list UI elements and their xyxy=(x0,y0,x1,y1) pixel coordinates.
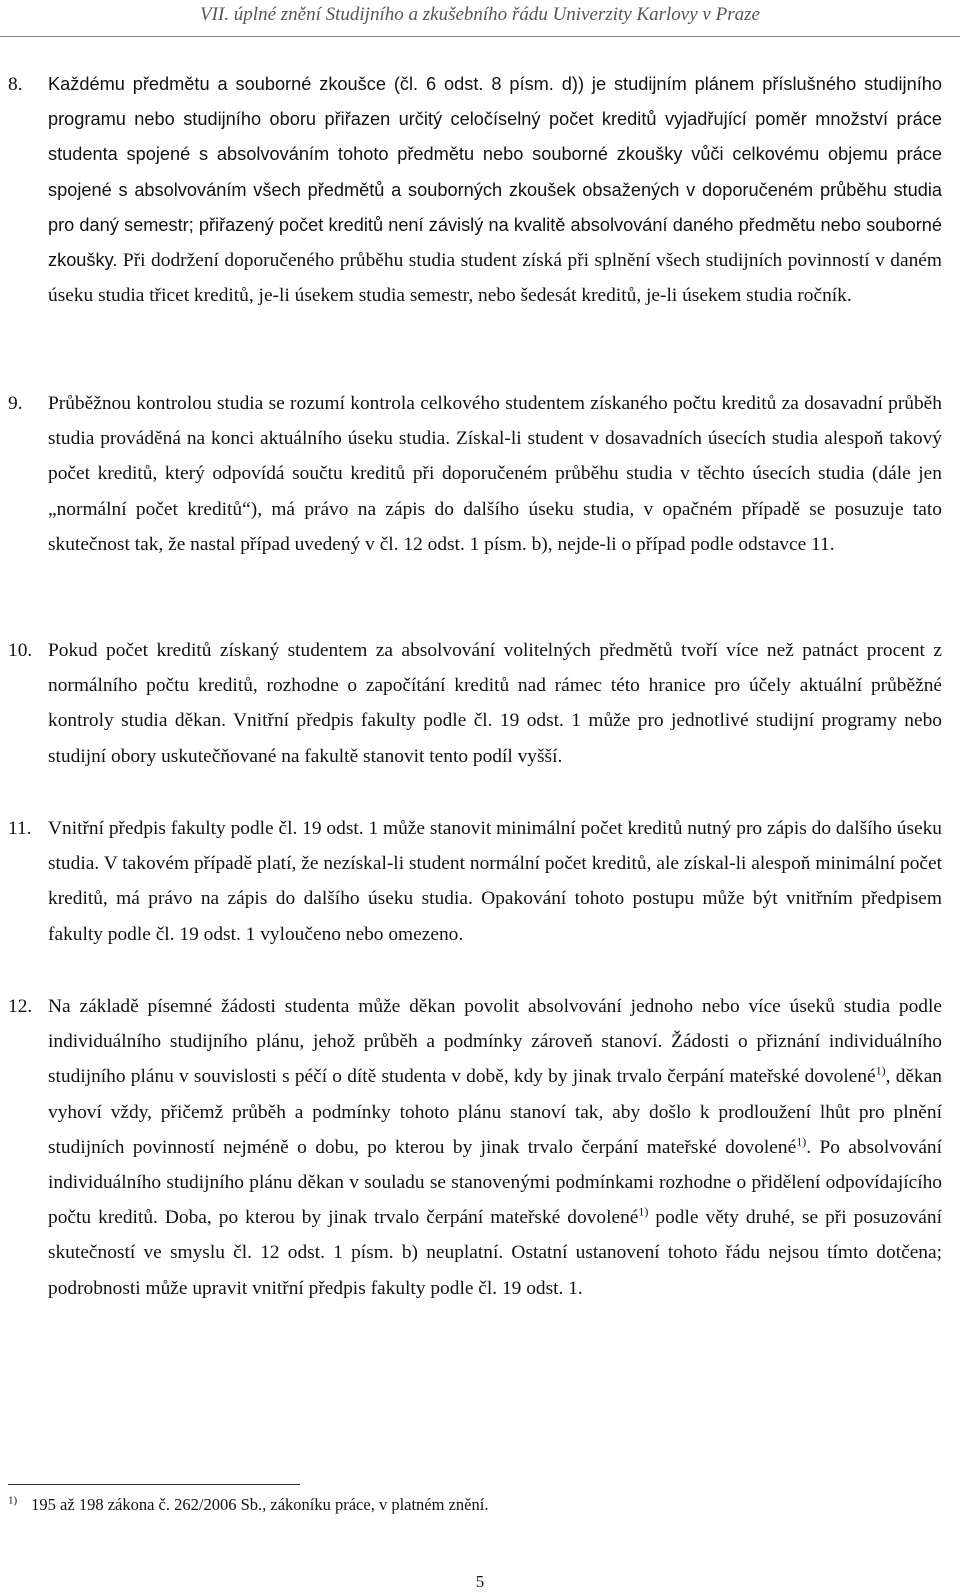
section-number: 10. xyxy=(8,640,33,661)
footnote xyxy=(8,1494,908,1516)
section-10 xyxy=(8,633,942,774)
section-8 xyxy=(8,67,942,313)
section-12 xyxy=(8,989,942,1306)
footnote-text: 195 až 198 zákona č. 262/2006 Sb., zákoníku práce, v platném znění. xyxy=(31,1495,489,1514)
section-9 xyxy=(8,386,942,562)
section-text: Na základě písemné žádosti studenta může děkan povolit absolvování jednoho nebo více úseků studia podle individuálního studijního plánu, jehož průběh a podmínky zároveň stanoví. Žádosti o přiznání individuálního studijního plánu v souvislosti s péčí o dítě studenta v době, kdy by jinak trvalo čerpání mateřské dovolené$^{1)}$, děkan vyhoví vždy, přičemž průběh a podmínky tohoto plánu stanoví tak, aby došlo k prodloužení lhůt pro plnění studijních povinností nejméně o dobu, po kterou by jinak trvalo čerpání mateřské dovolené$^{1)}$. Po absolvování individuálního studijního plánu děkan v souladu se stanovenými podmínkami rozhodne o přidělení odpovídajícího počtu kreditů. Doba, po kterou by jinak trvalo čerpání mateřské dovolené$^{1)}$ podle věty druhé, se při posuzování skutečností ve smyslu čl. 12 odst. 1 písm. b) neuplatní. Ostatní ustanovení tohoto řádu nejsou tímto dotčena; podrobnosti může upravit vnitřní předpis fakulty podle čl. 19 odst. 1. xyxy=(48,996,943,1299)
section-text: Vnitřní předpis fakulty podle čl. 19 odst. 1 může stanovit minimální počet kreditů nutný pro zápis do dalšího úseku studia. V takovém případě platí, že nezískal-li student normální počet kreditů, ale získal-li alespoň minimální počet kreditů, má právo na zápis do dalšího úseku studia. Opakování tohoto postupu může být vnitřním předpisem fakulty podle čl. 19 odst. 1 vyloučeno nebo omezeno. xyxy=(48,818,942,945)
section-text: Průběžnou kontrolou studia se rozumí kontrola celkového studentem získaného počtu kreditů za dosavadní průběh studia prováděná na konci aktuálního úseku studia. Získal-li student v dosavadních úsecích studia alespoň takový počet kreditů, který odpovídá součtu kreditů při doporučeném průběhu studia v těchto úsecích studia (dále jen „normální počet kreditů“), má právo na zápis do dalšího úseku studia, v opačném případě se posuzuje tato skutečnost tak, že nastal případ uvedený v čl. 12 odst. 1 písm. b), nejde-li o případ podle odstavce 11. xyxy=(48,393,942,555)
page-number: 5 xyxy=(475,1572,485,1591)
footnote-divider xyxy=(8,1484,300,1485)
section-text: Pokud počet kreditů získaný studentem za absolvování volitelných předmětů tvoří více než patnáct procent z normálního počtu kreditů, rozhodne o započítání kreditů nad rámec této hranice pro účely aktuální průběžné kontroly studia děkan. Vnitřní předpis fakulty podle čl. 19 odst. 1 může pro jednotlivé studijní programy nebo studijní obory uskutečňované na fakultě stanovit tento podíl vyšší. xyxy=(48,640,942,767)
section-number: 12. xyxy=(8,996,33,1017)
section-text: Každému předmětu a souborné zkoušce (čl. 6 odst. 8 písm. d)) je studijním plánem příslušného studijního programu nebo studijního oboru přiřazen určitý celočíselný počet kreditů vyjadřující poměr množství práce studenta spojené s absolvováním tohoto předmětu nebo souborné zkoušky vůči celkovému objemu práce spojené s absolvováním všech předmětů a souborných zkoušek obsažených v doporučeném průběhu studia pro daný semestr; přiřazený počet kreditů není závislý na kvalitě absolvování daného předmětu nebo souborné zkoušky. xyxy=(48,74,942,271)
footnote-ref[interactable]: 1) xyxy=(796,1134,807,1149)
section-number: 8. xyxy=(8,74,23,95)
section-11 xyxy=(8,811,942,952)
section-number: 11. xyxy=(8,818,32,839)
section-number: 9. xyxy=(8,393,23,414)
footnote-mark: 1) xyxy=(8,1494,18,1507)
section-text-continued: Při dodržení doporučeného průběhu studia student získá při splnění všech studijních povinností v daném úseku studia třicet kreditů, je-li úsekem studia semestr, nebo šedesát kreditů, je-li úsekem studia ročník. xyxy=(48,250,942,307)
footnote-ref[interactable]: 1) xyxy=(638,1204,649,1219)
footnote-ref[interactable]: 1) xyxy=(875,1063,886,1078)
running-header: VII. úplné znění Studijního a zkušebního řádu Univerzity Karlovy v Praze xyxy=(0,0,960,37)
